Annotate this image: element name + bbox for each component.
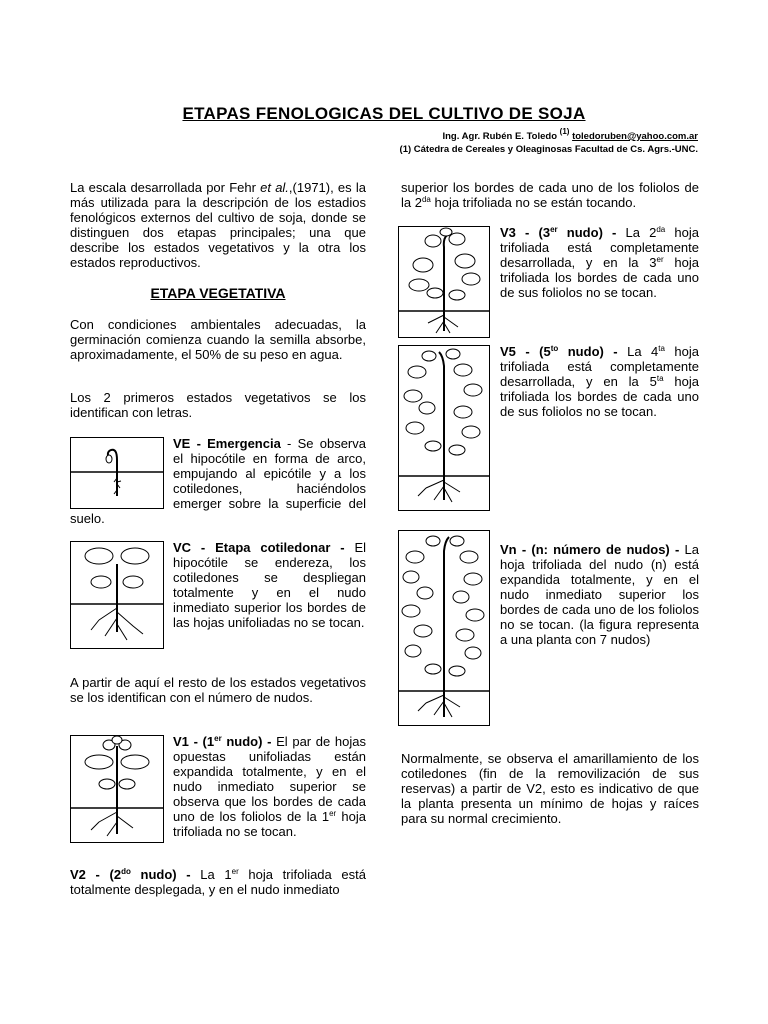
v1-description [70, 734, 366, 844]
vn-description [500, 542, 699, 647]
v3-text: La $2^{da}$ hoja trifoliada está completamente desarrollada, y en la 3er hoja trifoliada los bordes de cada uno de sus foliolos no se tocan. [500, 225, 699, 300]
vn-text: La hoja trifoliada del nudo (n) está expandida totalmente, y en el nudo inmediato superior los bordes de cada uno de los foliolos no se tocan. (la figura representa a una planta con 7 nudos) [500, 542, 699, 647]
page-title: ETAPAS FENOLOGICAS DEL CULTIVO DE SOJA [182, 104, 586, 123]
author-line [442, 127, 698, 142]
intro-paragraph [70, 180, 366, 270]
v2-description [70, 867, 366, 897]
intro-text-italic: et al. [260, 180, 289, 195]
vc-text: El hipocótile se endereza, los cotiledones se despliegan totalmente y en el nudo inmediato superior los bordes de las hojas unifoliadas no se tocan. [173, 540, 367, 630]
author-name: Ing. Agr. Rubén E. Toledo [442, 131, 558, 142]
vc-heading: VC - Etapa cotiledonar - [173, 540, 345, 555]
v3-heading: V3 - (3er nudo) - [500, 225, 617, 240]
v1-figure-spacer [70, 734, 173, 844]
vc-figure-spacer [70, 540, 173, 650]
author-email-link[interactable]: toledoruben@yahoo.com.ar [572, 131, 698, 142]
v3-description [500, 225, 699, 300]
ve-description [70, 436, 366, 526]
paragraph-germination: Con condiciones ambientales adecuadas, la germinación comienza cuando la semilla absorbe, aproximadamente, el 50% de su peso en agua. [70, 317, 366, 362]
v5-text: La $4^{ta}$ hoja trifoliada está completamente desarrollada, y en la $5^{ta}$ hoja trifoliada los bordes de cada uno de sus foliolos no se tocan. [500, 344, 699, 419]
affiliation: (1) Cátedra de Cereales y Oleaginosas Facultad de Cs. Agrs.-UNC. [399, 144, 698, 155]
v2-heading: $V2 - (2^{do}$ nudo) - [70, 867, 191, 882]
figure-v3 [398, 226, 490, 338]
v1-text: El par de hojas opuestas unifoliadas están expandida totalmente, y en el nudo inmediato superior se observa que los bordes de cada uno de los foliolos de la 1er hoja trifoliada no se tocan. [173, 734, 366, 839]
v2-text: La 1er hoja trifoliada está totalmente desplegada, y en el nudo inmediato [70, 867, 366, 897]
v5-description [500, 344, 699, 419]
section-heading-etapa-vegetativa: ETAPA VEGETATIVA [150, 285, 286, 301]
ve-heading: VE - Emergencia [173, 436, 281, 451]
figure-vn [398, 530, 490, 726]
author-footnote-mark: (1) [559, 127, 570, 136]
vn-heading: Vn - (n: número de nudos) - [500, 542, 680, 557]
paragraph-cotyledon-yellowing: Normalmente, se observa el amarillamiento de los cotiledones (fin de la removilización de sus reservas) a partir de V2, esto es indicativo de que la planta presenta un mínimo de hojas y raíces para su normal crecimiento. [401, 751, 699, 826]
ve-text: - Se observa el hipocótile en forma de arco, empujando al epicótile y a los cotiledones, haciéndolos emerger sobre la superficie del suelo. [70, 436, 366, 526]
paragraph-nodes: A partir de aquí el resto de los estados vegetativos se los identifican con el número de nudos. [70, 675, 366, 705]
v2-description-continued: superior los bordes de cada uno de los foliolos de la $2^{da}$ hoja trifoliada no se están tocando. [401, 180, 699, 210]
ve-figure-spacer [70, 436, 173, 510]
intro-text-b: ,(1971), es la más utilizada para la descripción de los estadios fenológicos externos del cultivo de soja, donde se distinguen dos etapas principales; una que describe los estados vegetativos y la otra los estados reproductivos. [70, 180, 366, 270]
vc-description [70, 540, 366, 650]
figure-v5 [398, 345, 490, 511]
v1-heading: V1 - (1er nudo) - [173, 734, 272, 749]
paragraph-first-stages: Los 2 primeros estados vegetativos se los identifican con letras. [70, 390, 366, 420]
intro-text-a: La escala desarrollada por Fehr [70, 180, 261, 195]
v5-heading: $V5 - (5^{to}$ nudo) - [500, 344, 618, 359]
